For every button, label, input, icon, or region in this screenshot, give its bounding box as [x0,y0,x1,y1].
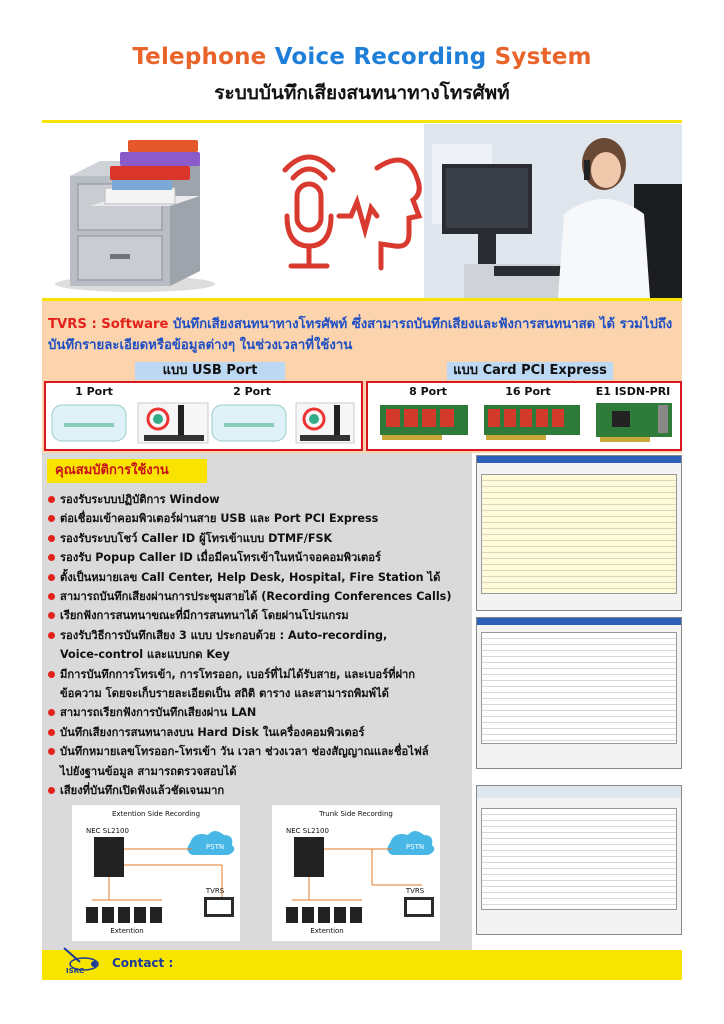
usb-2-port-label: 2 Port [233,385,271,398]
bullet-dot-icon [48,632,55,639]
bullet-dot-icon [48,535,55,542]
diagram-title: Trunk Side Recording [319,810,393,818]
feature-item: บันทึกหมายเลขโทรออก-โทรเข้า วัน เวลา ช่วงเวลา ช่องสัญญาณและชื่อไฟล์ ไปยังฐานข้อมูล สามารถตรวจสอบได้ [48,742,478,781]
bullet-dot-icon [48,593,55,600]
usb-product-box [44,381,363,451]
divider [42,298,682,301]
feature-item: เรียกฟังการสนทนาขณะที่มีการสนทนาได้ โดยผ่านโปรแกรม [48,606,478,625]
feature-item: ต่อเชื่อมเข้าคอมพิวเตอร์ผ่านสาย USB และ Port PCI Express [48,509,478,528]
diagram-title: Extention Side Recording [111,810,201,818]
pstn-label: TVRS [205,887,225,895]
screenshot-main-window [476,455,682,611]
divider [42,120,682,123]
network-diagram-image [272,805,440,941]
bullet-dot-icon [48,554,55,561]
bullet-dot-icon [48,748,55,755]
pci-cards-image [372,397,676,447]
hero-banner [42,124,682,298]
screenshot-settings [476,785,682,935]
page-subtitle: ระบบบันทึกเสียงสนทนาทางโทรศัพท์ [214,82,510,104]
usb-1-port-label: 1 Port [75,385,113,398]
feature-item: มีการบันทึกการโทรเข้า, การโทรออก, เบอร์ที่ไม่ได้รับสาย, และเบอร์ที่ฝาก ข้อความ โดยจะเก็บรายละเอียดเป็น สถิติ ตาราง และสามารถพิมพ์ได้ [48,665,478,704]
usb-label: แบบ USB Port [135,362,285,380]
feature-item: รองรับระบบโชว์ Caller ID ผู้โทรเข้าแบบ DTMF/FSK [48,529,478,548]
feature-item: รองรับระบบปฏิบัติการ Window [48,490,478,509]
pci-8-port-label: 8 Port [409,385,447,398]
extension-label: Extention [110,927,144,935]
pstn-label: TVRS [405,887,425,895]
screenshot-call-log [476,617,682,769]
pci-product-box [366,381,682,451]
svg-text:ISRC: ISRC [66,967,85,974]
usb-devices-image [50,397,356,447]
bullet-dot-icon [48,612,55,619]
pbx-label: NEC SL2100 [286,827,329,835]
extension-side-diagram [72,805,240,941]
pbx-label: NEC SL2100 [86,827,129,835]
pci-label: แบบ Card PCI Express [447,362,613,380]
feature-item: ตั้งเป็นหมายเลข Call Center, Help Desk, Hospital, Fire Station ได้ [48,568,478,587]
software-screenshots [474,453,682,950]
bullet-dot-icon [48,709,55,716]
bullet-dot-icon [48,496,55,503]
pstn-cloud-label: PSTN [205,843,225,851]
feature-item: สามารถบันทึกเสียงผ่านการประชุมสายได้ (Recording Conferences Calls) [48,587,478,606]
features-list [48,490,478,801]
network-diagram-image [72,805,240,941]
feature-item: รองรับ Popup Caller ID เมื่อมีคนโทรเข้าในหน้าจอคอมพิวเตอร์ [48,548,478,567]
intro-text: TVRS : Software บันทึกเสียงสนทนาทางโทรศัพท์ ซึ่งสามารถบันทึกเสียงและฟังการสนทนาสด ได้ รวมไปถึงบันทึกรายละเอียดหรือข้อมูลต่างๆ ในช่วงเวลาที่ใช้งาน [48,317,673,353]
contact-label: Contact : [112,956,174,970]
features-heading: คุณสมบัติการใช้งาน [47,459,207,483]
filing-cabinet-image [50,136,220,296]
bullet-dot-icon [48,574,55,581]
feature-item: บันทึกเสียงการสนทนาลงบน Hard Disk ในเครื่องคอมพิวเตอร์ [48,723,478,742]
feature-item: รองรับวิธีการบันทึกเสียง 3 แบบ ประกอบด้วย : Auto-recording, Voice-control และแบบกด Key [48,626,478,665]
feature-item: เสียงที่บันทึกเปิดฟังแล้วชัดเจนมาก [48,781,478,800]
pstn-cloud-label: PSTN [405,843,425,851]
bullet-dot-icon [48,515,55,522]
company-logo [60,944,108,974]
bullet-dot-icon [48,787,55,794]
extension-label: Extention [310,927,344,935]
pci-e1-label: E1 ISDN-PRI [595,385,671,398]
call-center-photo [424,124,682,298]
feature-item: สามารถเรียกฟังการบันทึกเสียงผ่าน LAN [48,703,478,722]
bullet-dot-icon [48,729,55,736]
page-title: Telephone Voice Recording System [132,44,592,70]
pci-16-port-label: 16 Port [505,385,551,398]
bullet-dot-icon [48,671,55,678]
trunk-side-diagram [272,805,440,941]
